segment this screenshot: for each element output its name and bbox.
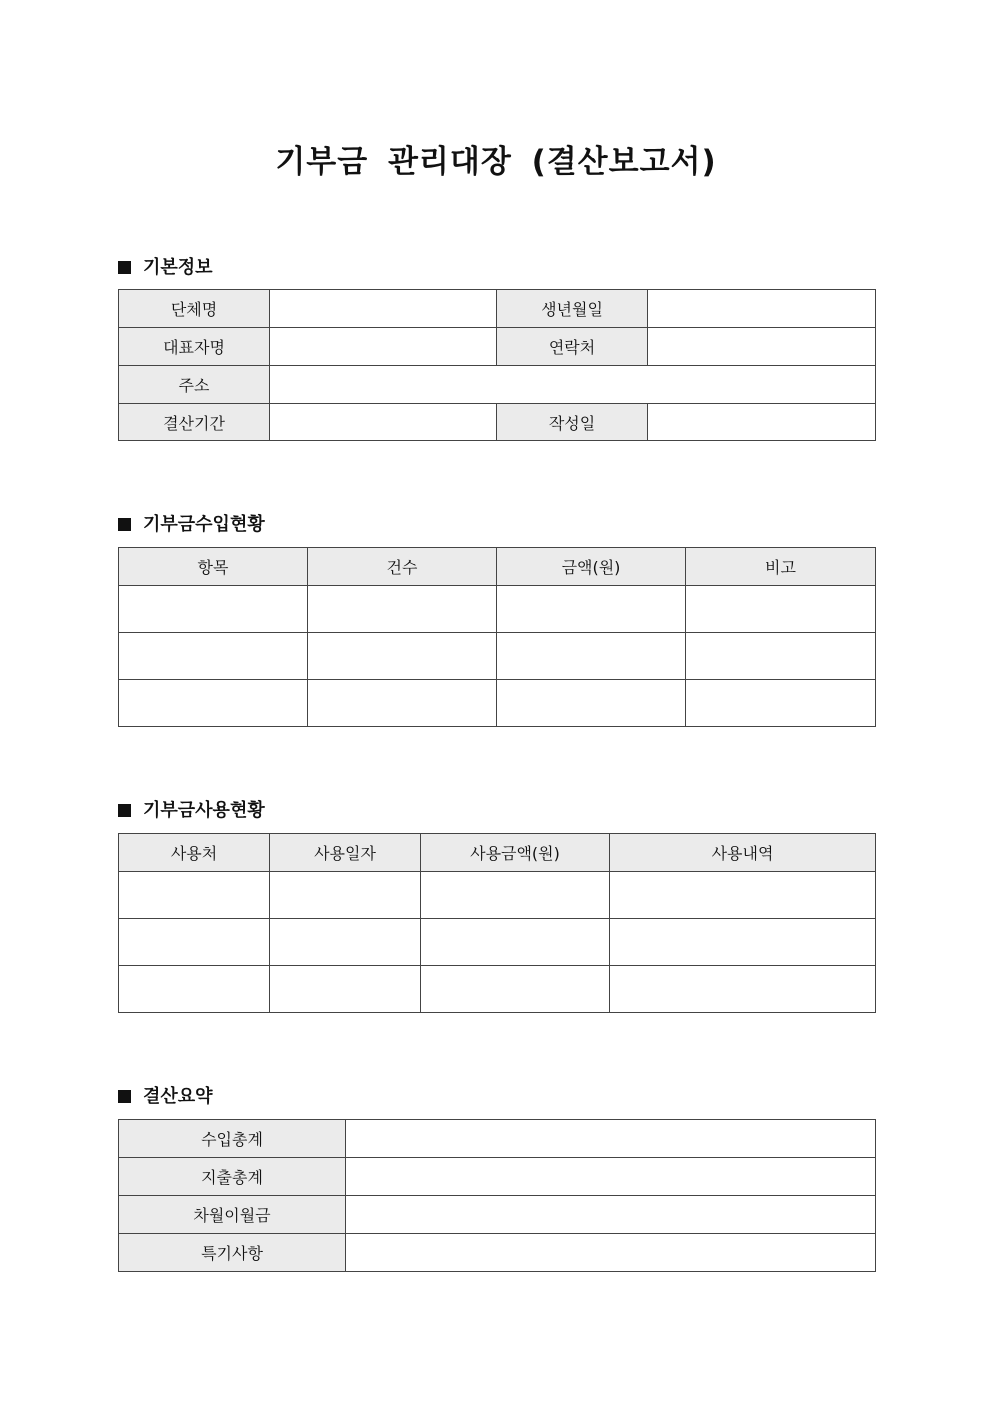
table-row <box>119 1196 876 1234</box>
birth-date-label: 생년월일 <box>497 290 648 328</box>
income-col-count: 건수 <box>308 548 497 586</box>
birth-date-field[interactable] <box>648 290 876 328</box>
table-cell[interactable] <box>686 633 876 680</box>
table-row <box>119 1158 876 1196</box>
table-cell[interactable] <box>270 966 421 1013</box>
table-header-row <box>119 834 876 872</box>
written-date-field[interactable] <box>648 404 876 441</box>
income-col-note: 비고 <box>686 548 876 586</box>
table-row <box>119 966 876 1013</box>
table-cell[interactable] <box>270 872 421 919</box>
table-cell[interactable] <box>686 680 876 727</box>
income-table <box>118 547 876 727</box>
square-bullet-icon <box>118 1090 131 1103</box>
table-header-row <box>119 548 876 586</box>
section-summary-heading: 결산요약 <box>143 1086 213 1107</box>
table-row <box>119 1120 876 1158</box>
table-cell[interactable] <box>497 633 686 680</box>
table-cell[interactable] <box>421 872 610 919</box>
table-cell[interactable] <box>610 966 876 1013</box>
table-cell[interactable] <box>270 919 421 966</box>
square-bullet-icon <box>118 804 131 817</box>
representative-label: 대표자명 <box>119 328 270 366</box>
usage-table <box>118 833 876 1013</box>
table-row <box>119 290 876 328</box>
basic-info-table <box>118 289 876 441</box>
address-label: 주소 <box>119 366 270 404</box>
income-col-amount: 금액(원) <box>497 548 686 586</box>
square-bullet-icon <box>118 518 131 531</box>
contact-label: 연락처 <box>497 328 648 366</box>
table-cell[interactable] <box>686 586 876 633</box>
total-expense-field[interactable] <box>346 1158 876 1196</box>
table-cell[interactable] <box>308 586 497 633</box>
table-row <box>119 586 876 633</box>
address-field[interactable] <box>270 366 876 404</box>
table-row <box>119 633 876 680</box>
section-income-heading: 기부금수입현황 <box>143 514 265 535</box>
usage-col-date: 사용일자 <box>270 834 421 872</box>
org-name-label: 단체명 <box>119 290 270 328</box>
table-cell[interactable] <box>421 919 610 966</box>
total-expense-label: 지출총계 <box>119 1158 346 1196</box>
table-cell[interactable] <box>421 966 610 1013</box>
section-usage <box>118 796 265 822</box>
usage-col-detail: 사용내역 <box>610 834 876 872</box>
section-income <box>118 510 265 536</box>
carryover-field[interactable] <box>346 1196 876 1234</box>
table-row <box>119 919 876 966</box>
table-row <box>119 328 876 366</box>
section-basic-heading: 기본정보 <box>143 257 213 278</box>
table-cell[interactable] <box>610 872 876 919</box>
section-summary <box>118 1082 213 1108</box>
section-basic-info <box>118 253 213 279</box>
income-col-item: 항목 <box>119 548 308 586</box>
table-row <box>119 366 876 404</box>
table-cell[interactable] <box>119 633 308 680</box>
table-row <box>119 404 876 441</box>
table-cell[interactable] <box>610 919 876 966</box>
representative-field[interactable] <box>270 328 497 366</box>
table-cell[interactable] <box>308 633 497 680</box>
square-bullet-icon <box>118 261 131 274</box>
settlement-period-label: 결산기간 <box>119 404 270 441</box>
table-cell[interactable] <box>119 586 308 633</box>
table-cell[interactable] <box>119 872 270 919</box>
usage-col-place: 사용처 <box>119 834 270 872</box>
settlement-period-field[interactable] <box>270 404 497 441</box>
usage-col-amount: 사용금액(원) <box>421 834 610 872</box>
table-row <box>119 680 876 727</box>
table-row <box>119 872 876 919</box>
table-cell[interactable] <box>119 966 270 1013</box>
special-notes-label: 특기사항 <box>119 1234 346 1272</box>
contact-field[interactable] <box>648 328 876 366</box>
document-title: 기부금 관리대장 (결산보고서) <box>275 144 717 180</box>
table-cell[interactable] <box>119 919 270 966</box>
summary-table <box>118 1119 876 1272</box>
org-name-field[interactable] <box>270 290 497 328</box>
total-income-label: 수입총계 <box>119 1120 346 1158</box>
written-date-label: 작성일 <box>497 404 648 441</box>
special-notes-field[interactable] <box>346 1234 876 1272</box>
table-cell[interactable] <box>497 586 686 633</box>
total-income-field[interactable] <box>346 1120 876 1158</box>
table-cell[interactable] <box>308 680 497 727</box>
table-cell[interactable] <box>119 680 308 727</box>
carryover-label: 차월이월금 <box>119 1196 346 1234</box>
section-usage-heading: 기부금사용현황 <box>143 800 265 821</box>
table-cell[interactable] <box>497 680 686 727</box>
table-row <box>119 1234 876 1272</box>
